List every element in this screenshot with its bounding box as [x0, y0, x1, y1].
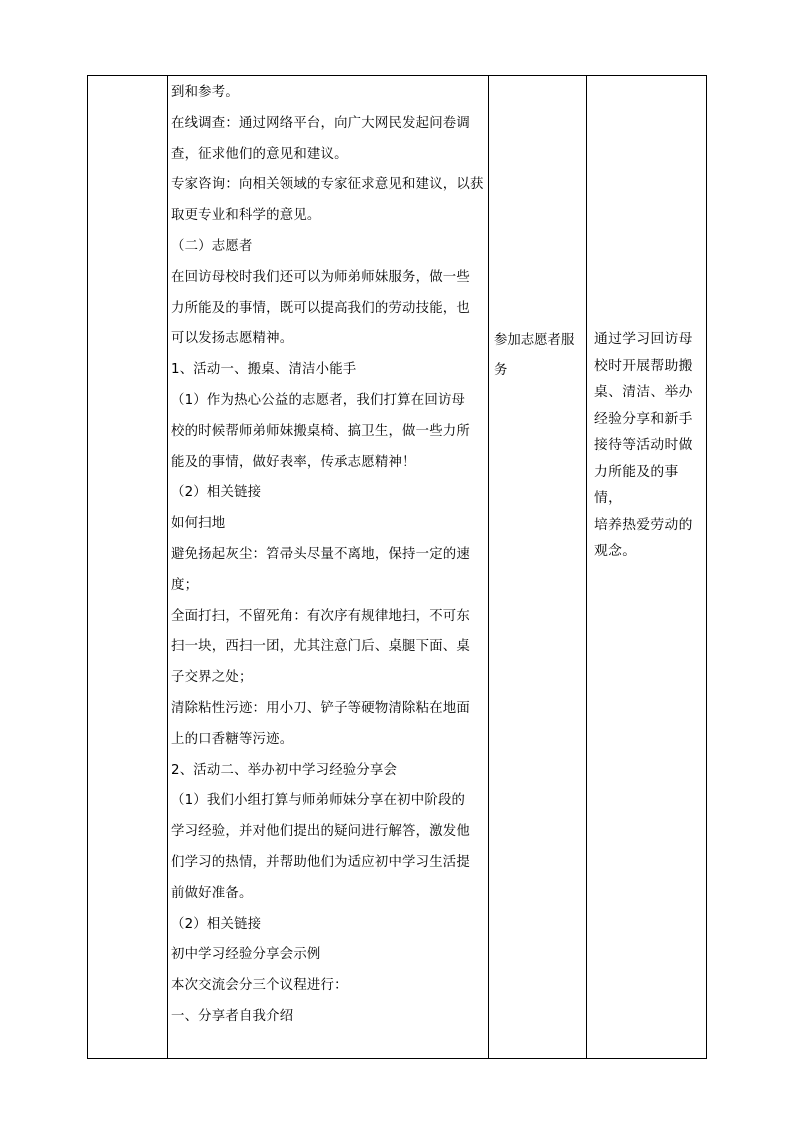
- text-line: 上的口香糖等污迹。: [171, 731, 294, 747]
- text-line: （2）相关链接: [171, 485, 262, 501]
- text-line: 可以发扬志愿精神。: [171, 331, 294, 347]
- text-line: 在线调查：通过网络平台，向广大网民发起问卷调: [171, 115, 470, 131]
- text-line: 本次交流会分三个议程进行：: [171, 978, 348, 994]
- text-line: （二）志愿者: [171, 238, 253, 254]
- text-line: 能及的事情，做好表率，传承志愿精神！: [171, 454, 416, 470]
- text-line: 初中学习经验分享会示例: [171, 947, 321, 963]
- text-line: 务: [494, 363, 508, 378]
- text-line: 清除粘性污迹：用小刀、铲子等硬物清除粘在地面: [171, 700, 470, 716]
- text-line: 校的时候帮师弟师妹搬桌椅、搞卫生，做一些力所: [171, 423, 470, 439]
- text-line: 一、分享者自我介绍: [171, 1008, 294, 1024]
- text-line: 子交界之处；: [171, 670, 253, 686]
- column-divider: [586, 76, 587, 1058]
- text-line: 前做好准备。: [171, 885, 253, 901]
- text-line: 观念。: [594, 543, 637, 559]
- text-line: 力所能及的事情，既可以提高我们的劳动技能，也: [171, 300, 470, 316]
- text-line: 1、活动一、搬桌、清洁小能手: [171, 362, 357, 378]
- text-line: 接待等活动时做: [594, 437, 693, 453]
- lesson-plan-table: [87, 75, 707, 1059]
- text-line: 全面打扫，不留死角：有次序有规律地扫，不可东: [171, 608, 470, 624]
- text-line: （2）相关链接: [171, 916, 262, 932]
- text-line: 扫一块，西扫一团，尤其注意门后、桌腿下面、桌: [171, 639, 470, 655]
- text-line: 们学习的热情，并帮助他们为适应初中学习生活提: [171, 854, 470, 870]
- text-line: 力所能及的事情，: [594, 463, 679, 506]
- column-divider: [167, 76, 168, 1058]
- activity-cell: [494, 326, 586, 386]
- text-line: 学习经验，并对他们提出的疑问进行解答，激发他: [171, 824, 470, 840]
- text-line: （1）我们小组打算与师弟师妹分享在初中阶段的: [171, 793, 466, 809]
- text-line: 查，征求他们的意见和建议。: [171, 146, 348, 162]
- text-line: 到和参考。: [171, 85, 239, 100]
- text-line: 避免扬起灰尘：笤帚头尽量不离地，保持一定的速: [171, 546, 470, 562]
- text-line: 2、活动二、举办初中学习经验分享会: [171, 762, 398, 778]
- text-line: 在回访母校时我们还可以为师弟师妹服务，做一些: [171, 269, 470, 285]
- goal-cell: [594, 326, 706, 565]
- text-line: 参加志愿者服: [494, 333, 575, 348]
- text-line: 培养热爱劳动的: [594, 516, 693, 533]
- text-line: 专家咨询：向相关领域的专家征求意见和建议，以获: [171, 177, 484, 193]
- text-line: 通过学习回访母: [594, 331, 693, 347]
- content-cell: [171, 76, 489, 1033]
- text-line: 经验分享和新手: [594, 410, 693, 427]
- text-line: 取更专业和科学的意见。: [171, 208, 321, 224]
- text-line: 如何扫地: [171, 516, 226, 532]
- text-line: 桌、清洁、举办: [594, 384, 693, 400]
- text-line: 度；: [171, 577, 199, 593]
- text-line: 校时开展帮助搬: [594, 357, 693, 374]
- text-line: （1）作为热心公益的志愿者，我们打算在回访母: [171, 392, 466, 408]
